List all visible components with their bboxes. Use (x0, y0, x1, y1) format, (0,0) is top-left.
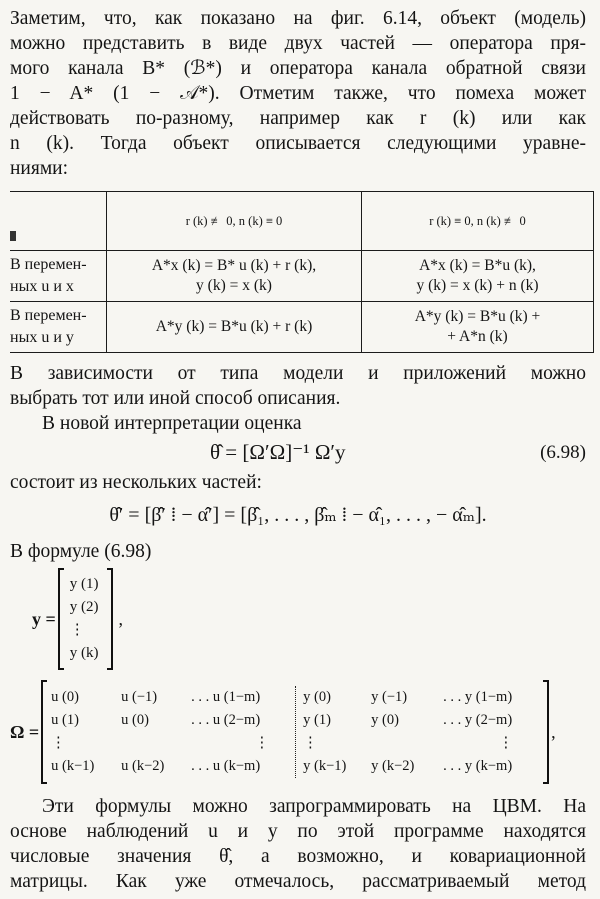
text-line: основе наблюдений u и y по этой программе находятся (10, 821, 586, 842)
corner-mark-icon (10, 231, 16, 241)
main-equation (10, 436, 586, 470)
right-bracket (107, 568, 113, 670)
intro-paragraph (10, 6, 586, 181)
matrix-cell: ⋮ (498, 735, 514, 751)
cell-line: A*y (k) = B*u (k) + r (k) (155, 318, 313, 335)
y-vector (32, 568, 586, 670)
column-header: r (k) ≢ 0, n (k) ≡ 0 (107, 192, 362, 251)
vector-entry: y (2) (69, 599, 99, 615)
partition-separator (295, 686, 303, 778)
bottom-paragraph (10, 794, 586, 894)
matrix-cell: u (k−2) (121, 758, 165, 774)
matrix-cell: . . . u (2−m) (191, 712, 261, 728)
matrix-cell: y (0) (371, 712, 399, 728)
interp-paragraph: В новой интерпретации оценка (42, 413, 302, 434)
omega-label: Ω = (10, 721, 40, 742)
equation-formula: θ̂ = [Ω′Ω]⁻¹ Ω′y (210, 440, 346, 464)
table-cell (362, 302, 594, 353)
trailing-comma: , (551, 721, 556, 742)
text-line: 1 − A* (1 − 𝒜*). Отметим также, что помеха может (10, 83, 586, 104)
table-cell (362, 251, 594, 302)
text-line: выбрать тот или иной способ описания. (10, 388, 341, 409)
y-vector-label: y = (32, 608, 56, 629)
table-row (10, 251, 594, 302)
matrix-cell: u (−1) (121, 689, 158, 705)
cell-line: y (k) = x (k) + n (k) (416, 277, 539, 294)
matrix-cell: u (0) (51, 689, 79, 705)
matrix-cell: y (−1) (371, 689, 408, 705)
matrix-cell: . . . y (2−m) (443, 712, 513, 728)
matrix-cell: y (1) (303, 712, 331, 728)
parts-equation: θ̂′ = [β̂′ ⁞ − α̂′] = [β̂₁, . . . , β̂ₘ ⁞ − α̂₁, . . . , − α̂ₘ]. (109, 504, 487, 526)
matrix-cell: . . . u (1−m) (191, 689, 261, 705)
matrix-cell (371, 732, 443, 755)
cell-line: + A*n (k) (447, 328, 508, 345)
choice-paragraph (10, 361, 586, 411)
matrix-cell: u (1) (51, 712, 79, 728)
text-line: Эти формулы можно запрограммировать на ЦВМ. На (42, 796, 586, 817)
matrix-cell: . . . u (k−m) (191, 758, 261, 774)
matrix-cell (121, 732, 191, 755)
text-line: n (k). Тогда объект описывается следующими уравне- (10, 133, 586, 154)
matrix-cell: ⋮ (51, 735, 66, 751)
row-label-line: В перемен- (10, 307, 87, 324)
table-corner-cell (10, 192, 107, 251)
matrix-cell: u (k−1) (51, 758, 95, 774)
matrix-cell: y (k−1) (303, 758, 347, 774)
matrix-cell: y (0) (303, 689, 331, 705)
text-line: действовать по-разному, например как r (k) или как (10, 108, 586, 129)
formula-paragraph: В формуле (6.98) (10, 541, 152, 562)
equations-table (10, 191, 594, 353)
column-header: r (k) ≡ 0, n (k) ≢ 0 (362, 192, 594, 251)
row-label-line: В перемен- (10, 256, 87, 273)
matrix-cell: . . . y (k−m) (443, 758, 513, 774)
text-line: Заметим, что, как показано на фиг. 6.14, объект (модель) (10, 8, 586, 29)
matrix-cell: . . . y (1−m) (443, 689, 513, 705)
table-cell (107, 302, 362, 353)
cell-line: A*y (k) = B*u (k) + (414, 308, 541, 325)
text-line: числовые значения θ̂, а возможно, и ковариационной (10, 846, 586, 867)
table-header-row (10, 192, 594, 251)
omega-grid (47, 683, 543, 781)
cell-line: y (k) = x (k) (196, 277, 272, 294)
matrix-cell: u (0) (121, 712, 149, 728)
matrix-cell: y (k−2) (371, 758, 415, 774)
row-label-line: ных u и x (10, 278, 74, 295)
matrix-cell: ⋮ (254, 735, 270, 751)
cell-line: A*x (k) = B*u (k), (419, 257, 536, 274)
y-vector-entries (64, 571, 107, 667)
trailing-comma: , (118, 608, 124, 629)
text-line: В зависимости от типа модели и приложений можно (10, 363, 586, 384)
parts-paragraph: состоит из нескольких частей: (10, 472, 262, 493)
row-label (10, 251, 107, 302)
vector-entry: y (1) (69, 576, 99, 592)
text-line: матрицы. Как уже отмечалось, рассматриваемый метод (10, 871, 586, 892)
vector-entry: y (k) (69, 645, 99, 661)
text-line: ниями: (10, 158, 69, 179)
vector-entry: ⋮ (69, 622, 85, 638)
right-bracket (543, 680, 549, 784)
matrix-cell: ⋮ (303, 735, 318, 751)
equation-number: (6.98) (540, 442, 586, 463)
table-cell (107, 251, 362, 302)
table-row (10, 302, 594, 353)
text-line: мого канала B* (ℬ*) и оператора канала обратной связи (10, 58, 586, 79)
omega-matrix (10, 680, 586, 784)
text-line: можно представить в виде двух частей — оператора пря- (10, 33, 586, 54)
cell-line: A*x (k) = B* u (k) + r (k), (151, 257, 317, 274)
row-label (10, 302, 107, 353)
row-label-line: ных u и y (10, 329, 74, 346)
